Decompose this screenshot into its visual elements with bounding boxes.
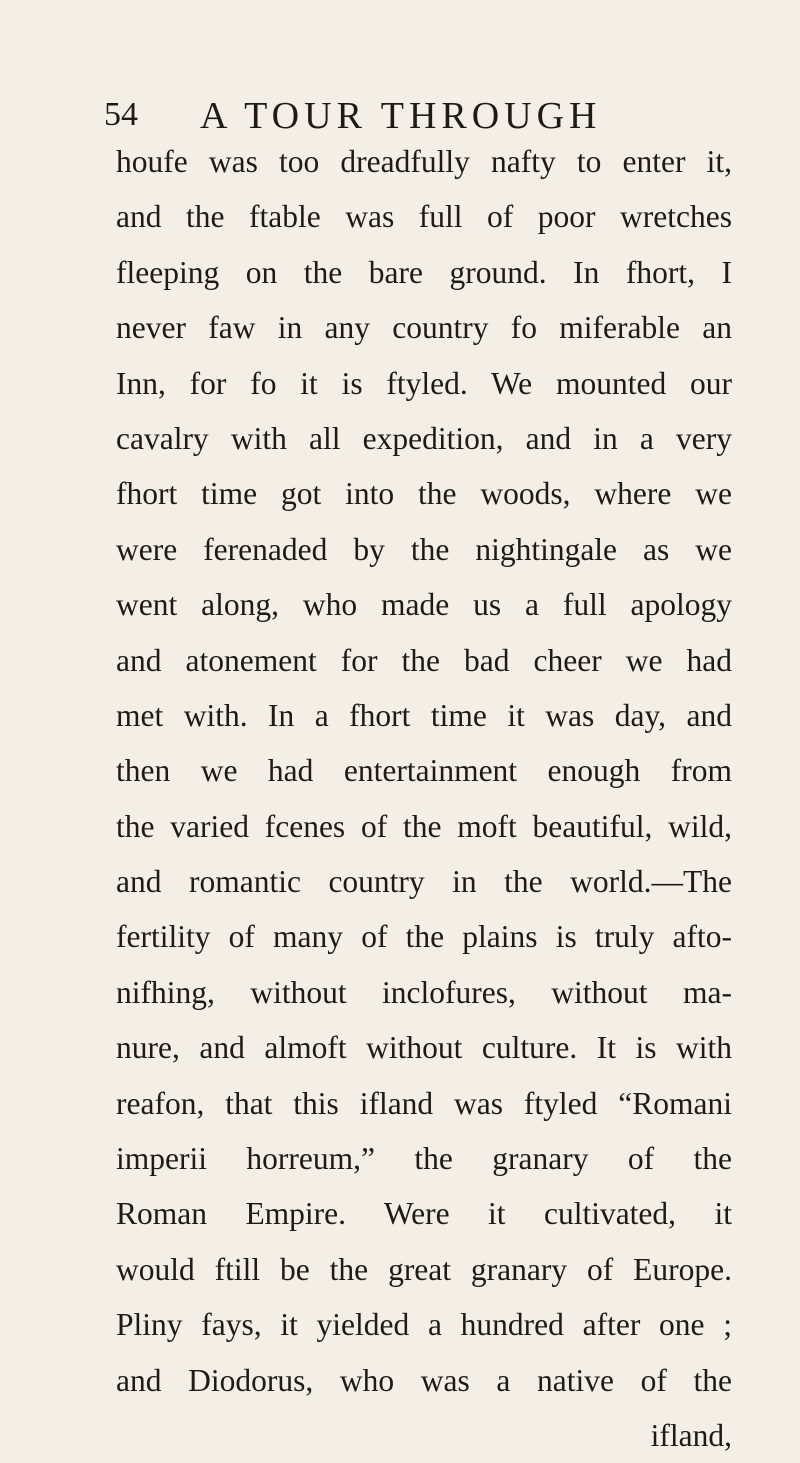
text-line: fhort time got into the woods, where we bbox=[116, 476, 732, 512]
text-line: nure, and almoft without culture. It is with bbox=[116, 1030, 732, 1066]
text-line: were ferenaded by the nightingale as we bbox=[116, 531, 732, 567]
page-number: 54 bbox=[104, 96, 138, 133]
text-line: cavalry with all expedition, and in a very bbox=[116, 420, 732, 456]
running-head: A TOUR THROUGH bbox=[200, 95, 602, 137]
text-line: then we had entertainment enough from bbox=[116, 753, 732, 789]
text-line: Inn, for fo it is ftyled. We mounted our bbox=[116, 365, 732, 401]
text-line: and atonement for the bad cheer we had bbox=[116, 642, 732, 678]
body-text bbox=[116, 134, 732, 1463]
text-line: Roman Empire. Were it cultivated, it bbox=[116, 1196, 732, 1232]
text-line: never faw in any country fo miferable an bbox=[116, 310, 732, 346]
text-line: Pliny fays, it yielded a hundred after one ; bbox=[116, 1307, 732, 1343]
text-line: fertility of many of the plains is truly afto- bbox=[116, 919, 732, 955]
text-line: fleeping on the bare ground. In fhort, I bbox=[116, 254, 732, 290]
text-line: the varied fcenes of the moft beautiful, wild, bbox=[116, 808, 732, 844]
catchword: ifland, bbox=[650, 1417, 732, 1453]
text-line: and romantic country in the world.—The bbox=[116, 864, 732, 900]
text-line: nifhing, without inclofures, without ma- bbox=[116, 974, 732, 1010]
text-line: and the ftable was full of poor wretches bbox=[116, 199, 732, 235]
text-line: met with. In a fhort time it was day, and bbox=[116, 697, 732, 733]
text-line: went along, who made us a full apology bbox=[116, 587, 732, 623]
text-line: and Diodorus, who was a native of the bbox=[116, 1362, 732, 1398]
text-line: imperii horreum,” the granary of the bbox=[116, 1141, 732, 1177]
text-line: would ftill be the great granary of Europe. bbox=[116, 1251, 732, 1287]
text-line: reafon, that this ifland was ftyled “Romani bbox=[116, 1085, 732, 1121]
text-line: houfe was too dreadfully nafty to enter it, bbox=[116, 144, 732, 179]
